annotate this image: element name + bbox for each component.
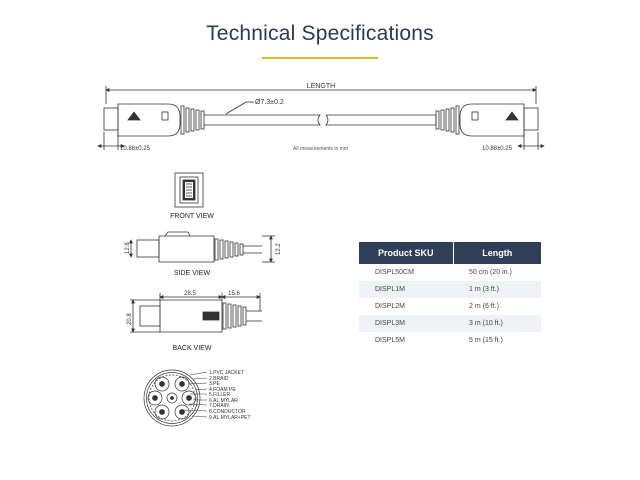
sku-cell: DISPL1M	[359, 281, 453, 298]
layer-label: 5.FILLER	[209, 392, 231, 398]
header-length: Length	[453, 242, 541, 264]
length-label: LENGTH	[306, 83, 336, 90]
layer-label: 4.FOAM PE	[209, 387, 236, 393]
length-cell: 2 m (6 ft.)	[469, 303, 499, 310]
sku-length-table	[359, 242, 541, 349]
table-row	[359, 281, 541, 298]
table-row	[359, 332, 541, 349]
side-view-label: SIDE VIEW	[173, 270, 211, 277]
length-cell: 3 m (10 ft.)	[453, 315, 541, 332]
front-view-drawing	[175, 173, 203, 207]
left-dimension-label: 10.88±0.25	[120, 146, 150, 152]
cable-cross-section	[144, 370, 200, 426]
layer-label: 7.DRAIN	[209, 403, 229, 409]
layer-label: 9.AL.MYLAR+PET	[209, 415, 251, 421]
back-dim-a: 28.5	[184, 291, 196, 297]
right-dimension-label: 10.88±0.25	[482, 146, 512, 152]
cross-section-labels	[209, 370, 251, 421]
table-row	[359, 315, 541, 332]
header-product-sku: Product SKU	[359, 242, 453, 264]
left-connector	[104, 104, 320, 136]
back-view-drawing	[130, 293, 262, 332]
sku-cell: DISPL3M	[359, 315, 453, 332]
front-view-label: FRONT VIEW	[170, 213, 214, 220]
length-cell: 5 m (15 ft.)	[469, 337, 503, 344]
layer-label: 3.PE	[209, 381, 220, 387]
side-dim-right: 12.2	[276, 243, 282, 255]
length-cell: 50 cm (20 in.)	[469, 269, 512, 276]
length-cell: 1 m (3 ft.)	[453, 281, 541, 298]
sku-cell: DISPL5M	[375, 337, 405, 344]
table-header-row	[359, 242, 541, 264]
measurement-note: All measurements in mm	[293, 146, 349, 152]
layer-label: 6.AL.MYLAR	[209, 398, 238, 404]
page-title: Technical Specifications	[206, 22, 434, 45]
back-dim-b: 15.6	[228, 291, 240, 297]
sku-cell: DISPL50CM	[375, 269, 414, 276]
back-dim-height: 20.8	[127, 313, 133, 325]
side-view-drawing	[131, 232, 275, 262]
table-row	[359, 264, 541, 281]
layer-label: 8.CONDUCTOR	[209, 409, 246, 415]
side-dim-left: 12.8	[125, 242, 131, 254]
layer-label: 1.PVC JACKET	[209, 370, 245, 376]
sku-cell: DISPL2M	[375, 303, 405, 310]
right-connector	[326, 104, 538, 136]
back-view-label: BACK VIEW	[172, 345, 212, 352]
layer-label: 2.BRAID	[209, 376, 229, 382]
diameter-label: Ø7.3±0.2	[255, 99, 284, 106]
cable-top-drawing	[98, 86, 544, 150]
table-row	[359, 298, 541, 315]
